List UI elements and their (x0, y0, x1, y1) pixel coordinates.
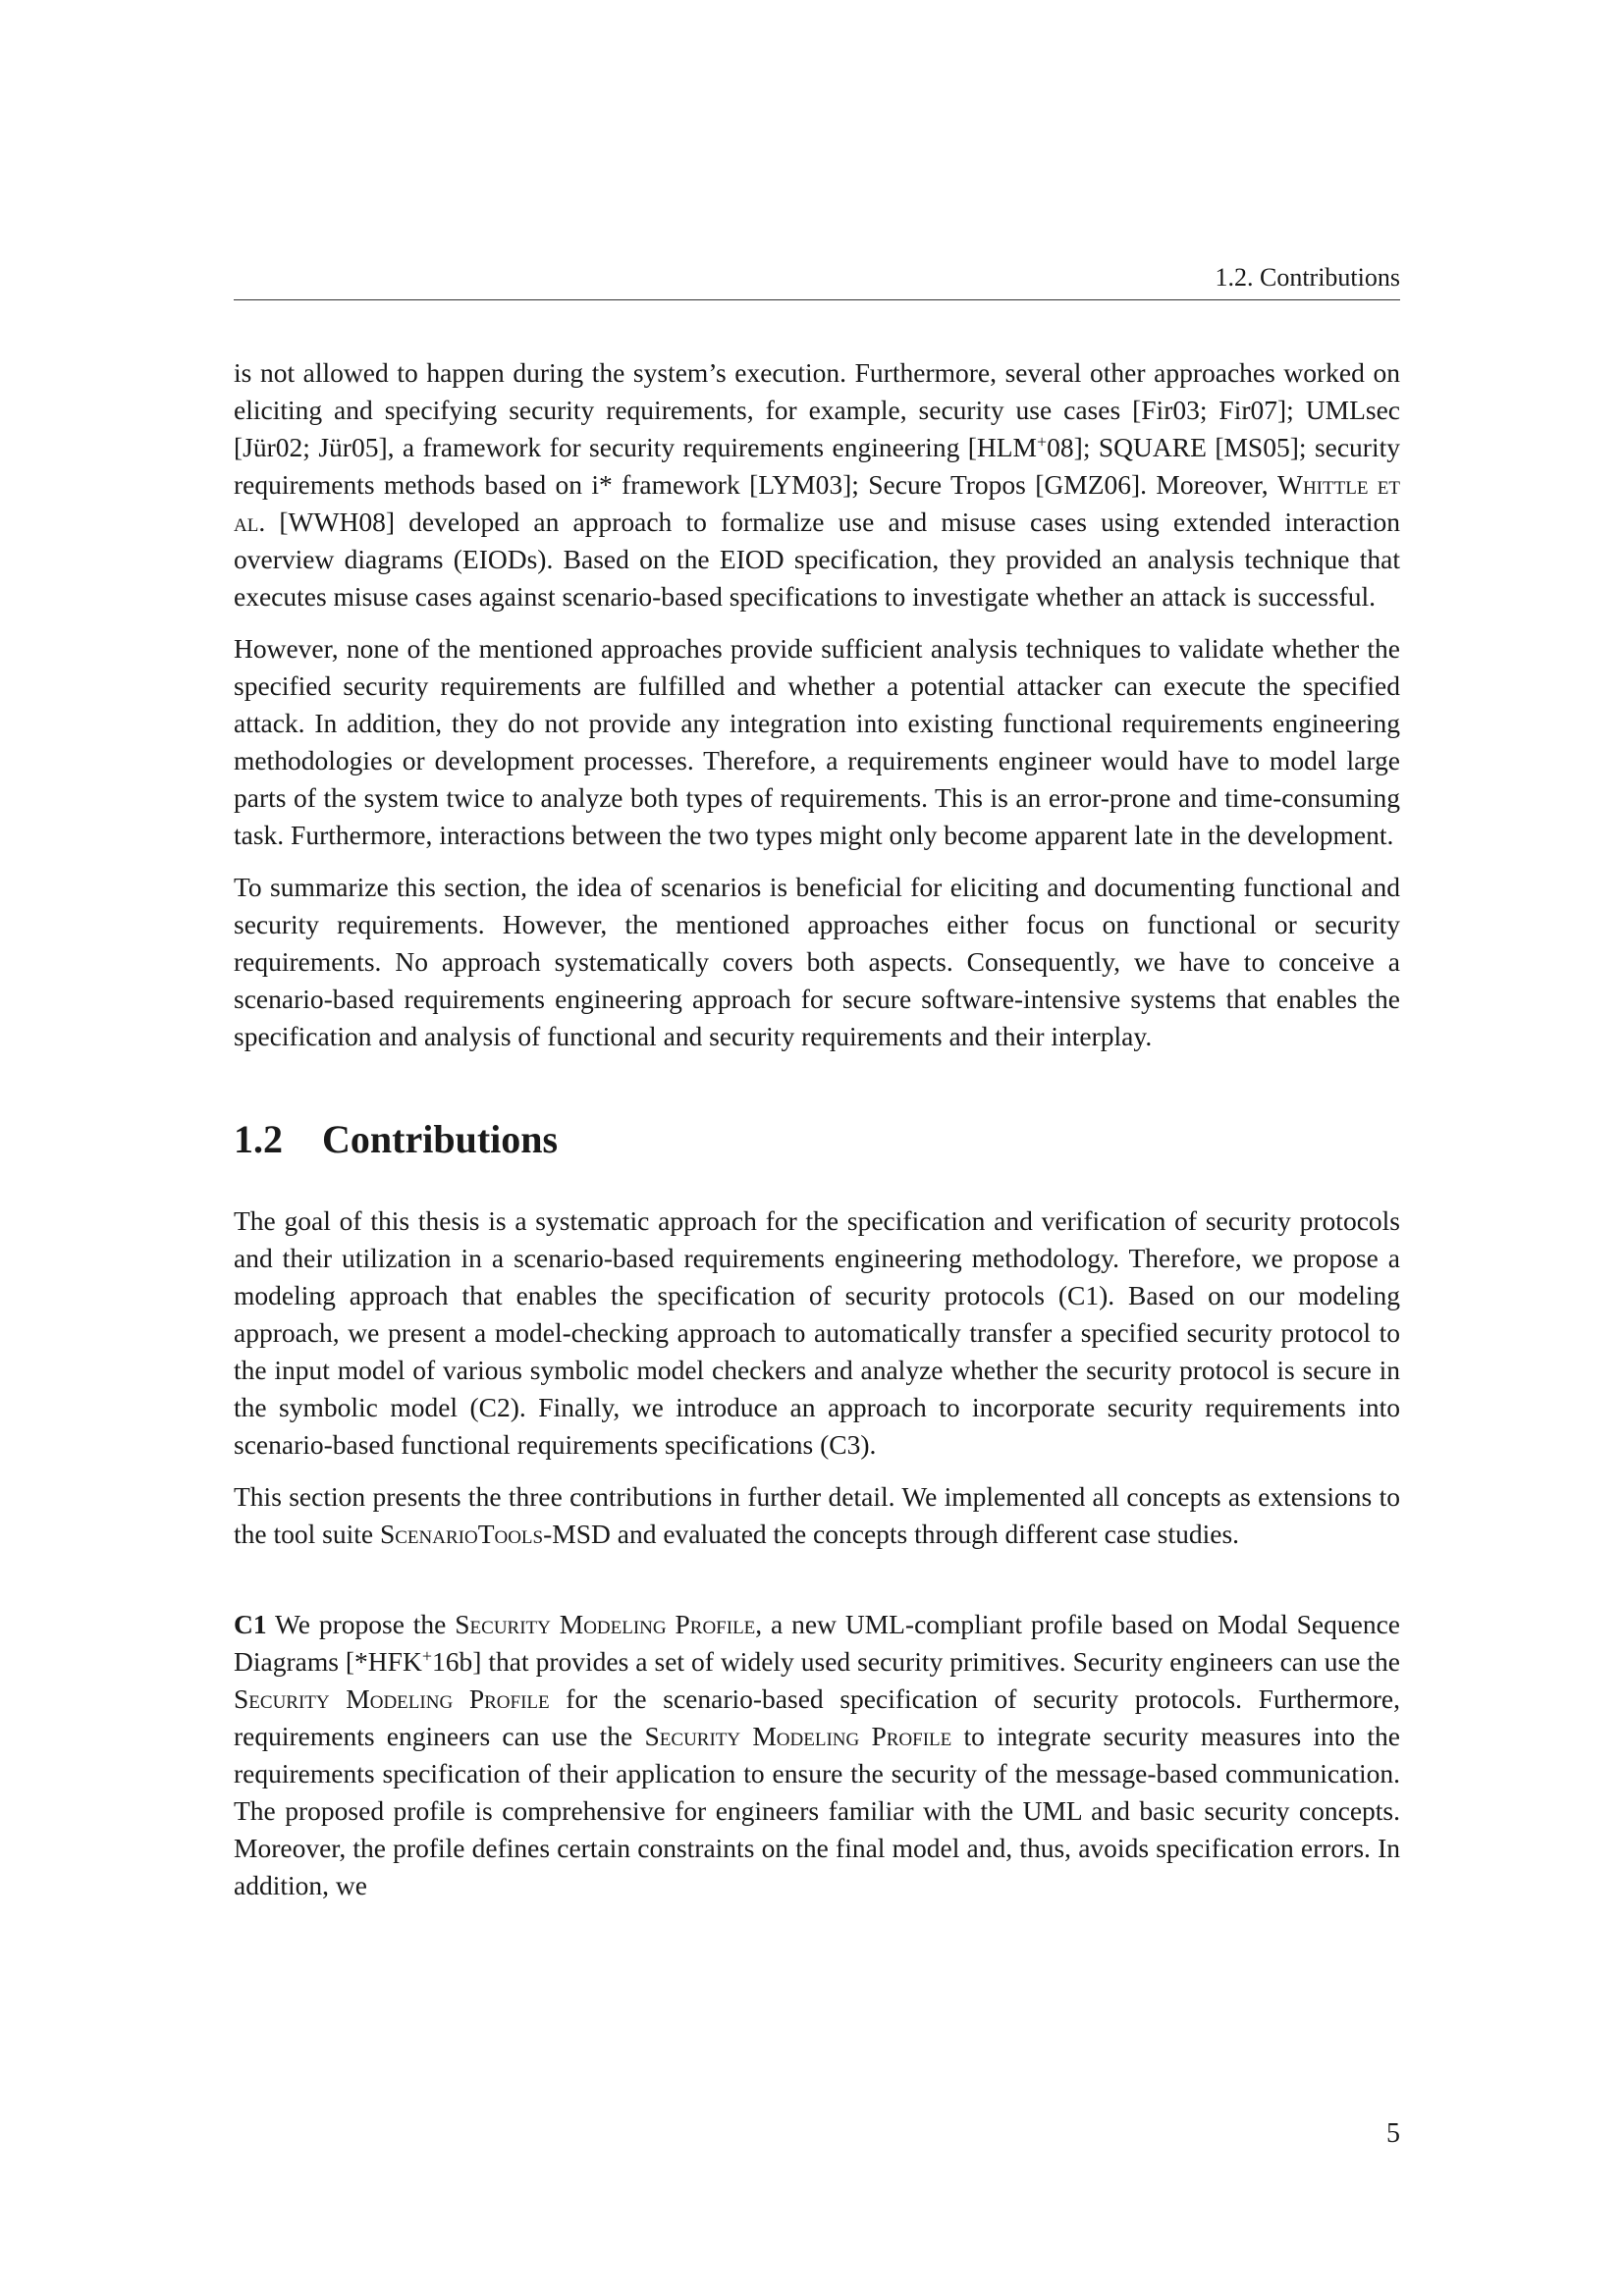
superscript: + (1037, 432, 1048, 452)
paragraph-contribution-c1 (234, 1606, 1400, 1904)
paragraph-related-work-continued (234, 354, 1400, 615)
paragraph-section-overview (234, 1478, 1400, 1553)
paragraph-summary: To summarize this section, the idea of scenarios is beneficial for eliciting and documenting functional and security requirements. However, the mentioned approaches either focus on functional or security requirements. No approach systematically covers both aspects. Consequently, we have to conceive a scenario-based requirements engineering approach for secure software-intensive systems that enables the specification and analysis of functional and security requirements and their interplay. (234, 872, 1400, 1051)
profile-name-smallcaps: Security Modeling Profile (234, 1683, 550, 1714)
text-run: This section presents the three contributions in further detail. We implemented all concepts as extensions to the tool suite (234, 1481, 1400, 1549)
section-title: Contributions (322, 1117, 559, 1161)
section-number: 1.2 (234, 1117, 283, 1161)
text-run: 16b] that provides a set of widely used security primitives. Security engineers can use the (431, 1646, 1400, 1677)
profile-name-smallcaps: Security Modeling Profile (455, 1609, 756, 1639)
text-run: , a new UML-compliant profile based on Modal Sequence Diagrams [*HFK (234, 1609, 1401, 1677)
superscript: + (421, 1646, 432, 1666)
tool-name-smallcaps: ScenarioTools (379, 1519, 544, 1549)
running-header (234, 261, 1400, 300)
running-header-title: 1.2. Contributions (1215, 263, 1400, 292)
section-heading (234, 1116, 1400, 1163)
page-number: 5 (1386, 2118, 1400, 2149)
paragraph-limitations: However, none of the mentioned approaches provide sufficient analysis techniques to validate whether the specified security requirements are fulfilled and whether a potential attacker can execute the specified attack. In addition, they do not provide any integration into existing functional requirements engineering methodologies or development processes. Therefore, a requirements engineer would have to model large parts of the system twice to analyze both types of requirements. This is an error-prone and time-consuming task. Furthermore, interactions between the two types might only become apparent late in the development. (234, 633, 1400, 850)
text-run: 08]; SQUARE [MS05]; security requirements methods based on i* framework [LYM03]; Secure Tropos [GMZ06]. Moreover, (234, 432, 1400, 500)
text-run: We propose the (266, 1609, 456, 1639)
paragraph-thesis-goal: The goal of this thesis is a systematic approach for the specification and verification of security protocols and their utilization in a scenario-based requirements engineering methodology. Therefore, we propose a modeling approach that enables the specification of security protocols (C1). Based on our modeling approach, we present a model-checking approach to automatically transfer a specified security protocol to the input model of various symbolic model checkers and analyze whether the security protocol is secure in the symbolic model (C2). Finally, we introduce an approach to incorporate security requirements into scenario-based functional requirements specifications (C3). (234, 1205, 1400, 1460)
author-name-smallcaps: Whittle et al. (234, 469, 1401, 537)
text-run: to integrate security measures into the requirements specification of their application to ensure the security of the message-based communication. The proposed profile is comprehensive for engineers familiar with the UML and basic security concepts. Moreover, the profile defines certain constraints on the final model and, thus, avoids specification errors. In addition, we (234, 1721, 1400, 1900)
text-run: [WWH08] developed an approach to formalize use and misuse cases using extended interaction overview diagrams (EIODs). Based on the EIOD specification, they provided an analysis technique that executes misuse cases against scenario-based specifications to investigate whether an attack is successful. (234, 507, 1400, 612)
page-body (234, 354, 1400, 1904)
text-run: is not allowed to happen during the system’s execution. Furthermore, several other approaches worked on eliciting and specifying security requirements, for example, security use cases [Fir03; Fir07]; UMLsec [Jür02; Jür05], a framework for security requirements engineering [HLM (234, 357, 1400, 462)
text-run: for the scenario-based specification of security protocols. Furthermore, requirements engineers can use the (234, 1683, 1400, 1751)
text-run: -MSD and evaluated the concepts through different case studies. (543, 1519, 1240, 1549)
contribution-label: C1 (234, 1609, 267, 1639)
profile-name-smallcaps: Security Modeling Profile (644, 1721, 952, 1751)
